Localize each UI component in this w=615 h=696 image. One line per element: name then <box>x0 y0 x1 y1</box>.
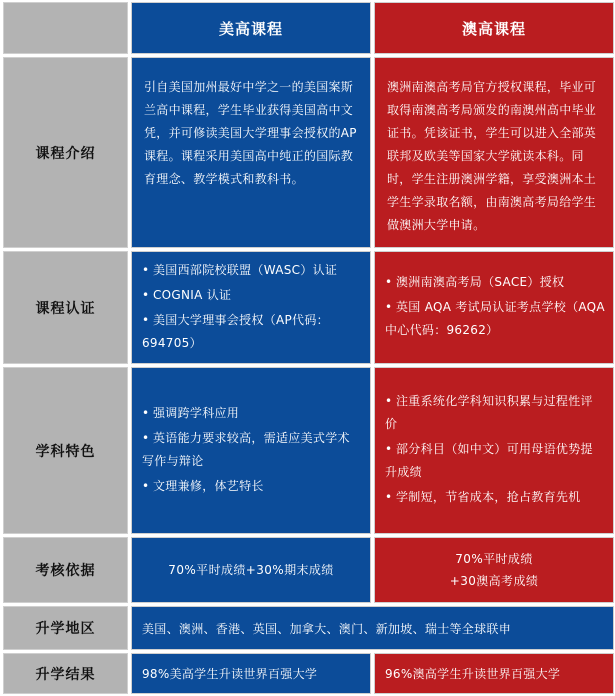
au-features-list <box>375 390 613 511</box>
regions-text: 美国、澳洲、香港、英国、加拿大、澳门、新加坡、瑞士等全球联申 <box>131 606 614 650</box>
au-results-text: 96%澳高学生升读世界百强大学 <box>374 653 614 694</box>
us-certification-cell <box>131 251 371 364</box>
row-label-text: 升学结果 <box>35 666 96 683</box>
au-certification-list <box>375 271 613 344</box>
au-certification-cell <box>374 251 614 364</box>
bullet-icon: • <box>142 287 150 302</box>
au-intro-text: 澳洲南澳高考局官方授权课程，毕业可取得南澳高考局颁发的南澳州高中毕业证书。凭该证书，学生可以进入全部英联邦及欧美等国家大学就读本科。同时，学生注册澳洲学籍，享受澳洲本土学生学录取名额，由南澳高考局给学生做澳洲大学申请。 <box>374 57 614 248</box>
row-label-intro <box>3 57 128 248</box>
row-label-certification <box>3 251 128 364</box>
bullet-icon: • <box>142 405 150 420</box>
row-label-text: 升学地区 <box>35 621 96 637</box>
list-item: • 强调跨学科应用 <box>142 402 362 425</box>
list-item: • 澳洲南澳高考局（SACE）授权 <box>385 271 605 294</box>
row-label-text: 学科特色 <box>35 443 96 460</box>
list-item: • 文理兼修，体艺特长 <box>142 475 362 498</box>
au-features-cell <box>374 367 614 534</box>
list-item: • 英国 AQA 考试局认证考点学校（AQA中心代码：96262） <box>385 296 605 342</box>
au-course-header: 澳高课程 <box>374 2 614 54</box>
bullet-icon: • <box>142 478 150 493</box>
us-intro-text: 引自美国加州最好中学之一的美国案斯兰高中课程，学生毕业获得美国高中文凭，并可修读美国大学理事会授权的AP课程。课程采用美国高中纯正的国际教育理念、教学模式和教科书。 <box>131 57 371 248</box>
list-item: • 美国大学理事会授权（AP代码：694705） <box>142 309 362 355</box>
list-item: • 美国西部院校联盟（WASC）认证 <box>142 259 362 282</box>
au-assessment-cell <box>374 537 614 603</box>
list-item: • 英语能力要求较高，需适应美式学术写作与辩论 <box>142 427 362 473</box>
bullet-icon: • <box>142 312 150 327</box>
us-features-cell <box>131 367 371 534</box>
row-label-assessment <box>3 537 128 603</box>
bullet-icon: • <box>385 275 393 289</box>
row-label-features <box>3 367 128 534</box>
row-label-results <box>3 653 128 694</box>
row-label-text: 考核依据 <box>35 563 96 579</box>
us-assessment-text: 70%平时成绩+30%期末成绩 <box>168 563 334 577</box>
bullet-icon: • <box>385 300 393 314</box>
au-assessment-line1: 70%平时成绩 <box>455 552 533 566</box>
us-course-header: 美高课程 <box>131 2 371 54</box>
bullet-icon: • <box>385 490 393 504</box>
us-features-list <box>132 402 370 500</box>
bullet-icon: • <box>142 262 150 277</box>
us-assessment-cell <box>131 537 371 603</box>
list-item: • COGNIA 认证 <box>142 284 362 307</box>
row-label-text: 课程介绍 <box>35 145 96 162</box>
us-results-text: 98%美高学生升读世界百强大学 <box>131 653 371 694</box>
list-item: • 学制短，节省成本，抢占教育先机 <box>385 486 605 509</box>
row-label-regions <box>3 606 128 650</box>
row-label-text: 课程认证 <box>35 300 96 317</box>
list-item: • 部分科目（如中文）可用母语优势提升成绩 <box>385 438 605 484</box>
au-assessment-line2: +30澳高考成绩 <box>449 574 539 588</box>
list-item: • 注重系统化学科知识积累与过程性评价 <box>385 390 605 436</box>
bullet-icon: • <box>385 394 393 408</box>
corner-cell <box>3 2 128 54</box>
bullet-icon: • <box>142 430 150 445</box>
bullet-icon: • <box>385 442 393 456</box>
us-certification-list <box>132 259 370 357</box>
